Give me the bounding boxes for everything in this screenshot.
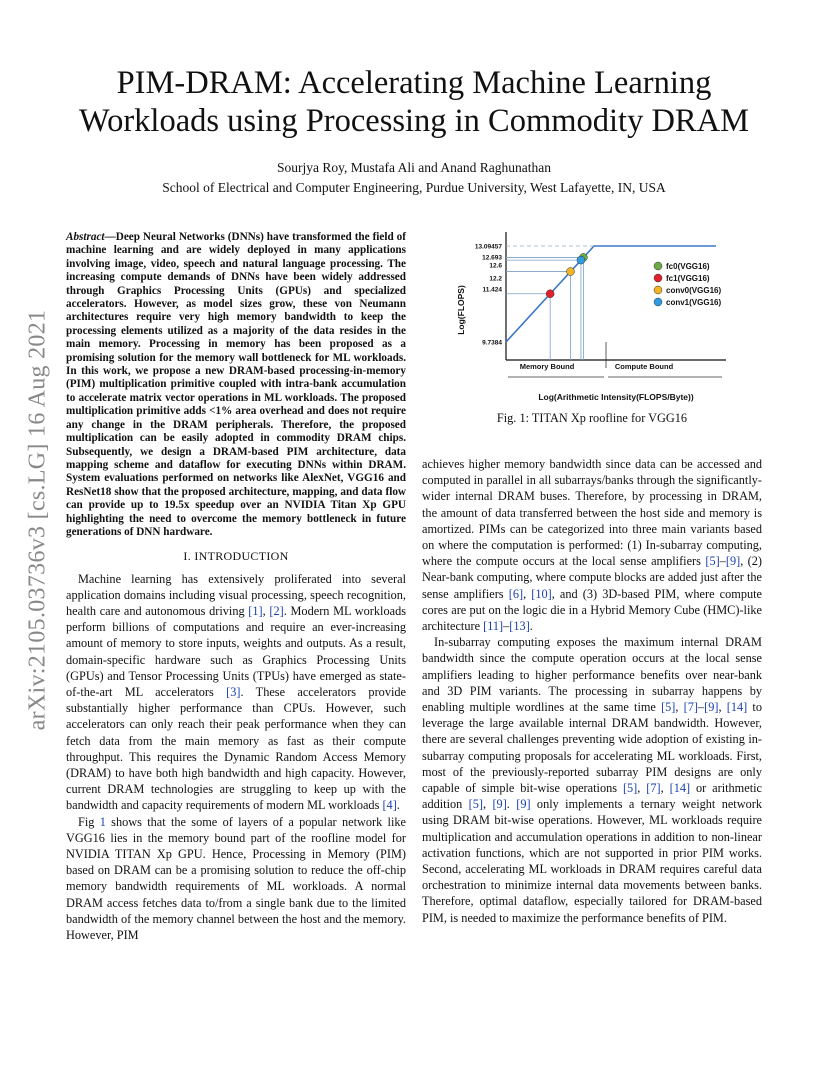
legend-marker (654, 274, 662, 282)
title-line-1: PIM-DRAM: Accelerating Machine Learning (116, 65, 712, 101)
citation-link[interactable]: [3] (226, 684, 241, 699)
citation-link[interactable]: [4] (382, 798, 397, 813)
citation-link[interactable]: [14] (726, 700, 748, 715)
figure-caption: Fig. 1: TITAN Xp roofline for VGG16 (496, 411, 688, 425)
figure-reference-link[interactable]: 1 (99, 814, 106, 829)
right-column (422, 456, 762, 926)
citation-link[interactable]: [5] (468, 797, 484, 812)
intro-paragraph-1: Machine learning has extensively proliferated into several application domains including visual processing, speech recognition, health care and autonomous driving [1], [2]. Modern ML workloads perform billions of computations and require an ever-increasing amount of memory to store inputs, weights and outputs. As a result, domain-specific hardware such as Graphics Processing Units (GPUs) and Tensor Processing Units (TPUs) have emerged as state-of-the-art ML accelerators [3]. These accelerators provide substantially higher performance than CPUs. However, such accelerators can only reach their peak performance when they can fetch data from the main memory as fast as their compute throughput. This requires the Dynamic Random Access Memory (DRAM) to have both high bandwidth and high capacity. However, current DRAM technologies are struggling to keep up with the bandwidth and capacity requirements of modern ML workloads [4]. (66, 571, 407, 813)
citation-link[interactable]: [6] (508, 586, 524, 601)
roofline-chart (454, 232, 754, 408)
data-point (546, 290, 554, 298)
abstract-label: Abstract (66, 231, 105, 243)
intro-paragraph-3: achieves higher memory bandwidth since data can be accessed and computed in parallel in all subarrays/banks through the significantly-wider internal DRAM buses. Therefore, by processing in DRAM, the amount of data transferred between the host side and memory is amortized. PIMs can be categorized into three main variants based on where the computation is performed: (1) In-subarray computing, where the compute occurs at the local sense amplifiers [5]–[9], (2) Near-bank computing, where compute blocks are added just after the sense amplifiers [6], [10], and (3) 3D-based PIM, where compute cores are put on the logic die in a Hybrid Memory Cube (HMC)-like architecture [11]–[13]. (422, 457, 763, 634)
legend-entry: fc0(VGG16) (666, 262, 710, 271)
x-axis-label: Log(Arithmetic Intensity(FLOPS/Byte)) (538, 392, 694, 402)
y-tick-label: 11.424 (482, 286, 502, 294)
paper-title (40, 64, 788, 140)
legend-entry: conv0(VGG16) (666, 286, 722, 295)
y-tick-label: 12.2 (489, 275, 502, 283)
data-point (577, 256, 585, 264)
citation-link[interactable]: [9] (704, 700, 719, 715)
citation-link[interactable]: [5] (622, 781, 638, 796)
compute-bound-label: Compute Bound (614, 362, 674, 371)
intro-paragraph-4: In-subarray computing exposes the maximum internal DRAM bandwidth since the compute operation occurs at the local sense amplifiers leading to higher performance benefits over near-bank and 3D PIM variants. The processing in subarray happens by enabling multiple wordlines at the same time [5], [7]–[9], [14] to leverage the large available internal DRAM bandwidth. However, there are several challenges preventing wide adoption of existing in-subarray computing proposals for accelerating ML workloads. First, most of the previously-reported subarray PIM designs are only capable of simple bit-wise operations [5], [7], [14] or arithmetic addition [5], [9]. [9] only implements a ternary weight network using DRAM bit-wise operations. However, ML workloads require multiplication and accumulation operations in addition to non-linear activation functions, which are not supported in prior PIM works. Second, accelerating ML workloads in DRAM requires careful data orchestration to minimize internal data movements between banks. Therefore, optimal dataflow, especially tailored for DRAM-based PIM, is needed to maximize the performance benefits of PIM. (422, 635, 762, 925)
y-axis-label: Log(FLOPS) (456, 285, 466, 335)
y-tick-label: 9.7384 (482, 339, 502, 347)
left-column (66, 231, 406, 943)
abstract (66, 231, 406, 539)
legend-marker (654, 298, 662, 306)
y-tick-label: 12.6 (489, 262, 502, 270)
citation-link[interactable]: [13] (509, 619, 530, 634)
citation-link[interactable]: [10] (531, 586, 552, 601)
memory-bound-label: Memory Bound (519, 362, 575, 371)
abstract-text: —Deep Neural Networks (DNNs) have transformed the field of machine learning and are widely deployed in many applications involving image, video, speech and natural language processing. The increasing compute demands of DNNs have been widely addressed through Graphics Processing Units (GPUs) and specialized accelerators. However, as model sizes grow, these von Neumann architectures require very high memory bandwidth to keep the processing elements utilized as a majority of the data resides in the main memory. Processing in memory has been proposed as a promising solution for the memory wall bottleneck for ML workloads. In this work, we propose a new DRAM-based processing-in-memory (PIM) multiplication primitive coupled with intra-bank accumulation to accelerate matrix vector operations in ML workloads. The proposed multiplication primitive adds <1% area overhead and does not require any change in the DRAM peripherals. Therefore, the proposed multiplication can be easily adopted in commodity DRAM chips. Subsequently, we design a DRAM-based PIM architecture, data mapping scheme and dataflow for executing DNNs within DRAM. System evaluations performed on networks like AlexNet, VGG16 and ResNet18 show that the proposed architecture, mapping, and data flow can provide up to 19.5x speedup over an NVIDIA Titan Xp GPU highlighting the need to overcome the memory bottleneck in future generations of DNN hardware. (66, 231, 406, 538)
legend-marker (654, 262, 662, 270)
citation-link[interactable]: [1] (248, 603, 263, 618)
citation-link[interactable]: [9] (725, 554, 741, 569)
legend-entry: conv1(VGG16) (666, 298, 722, 307)
title-line-2: Workloads using Processing in Commodity DRAM (79, 103, 749, 139)
y-tick-label: 12.693 (482, 254, 502, 262)
data-point (566, 268, 574, 276)
section-heading: I. INTRODUCTION (183, 549, 289, 564)
roofline-figure (454, 232, 754, 408)
author-list: Sourjya Roy, Mustafa Ali and Anand Raghunathan (277, 160, 551, 175)
citation-link[interactable]: [7] (646, 781, 661, 796)
citation-link[interactable]: [5] (661, 700, 676, 715)
legend-entry: fc1(VGG16) (666, 274, 710, 283)
citation-link[interactable]: [5] (705, 554, 720, 569)
citation-link[interactable]: [11] (483, 619, 504, 634)
arxiv-identifier-text: arXiv:2105.03736v3 [cs.LG] 16 Aug 2021 (24, 309, 51, 731)
citation-link[interactable]: [9] (516, 797, 531, 812)
citation-link[interactable]: [7] (683, 700, 698, 715)
citation-link[interactable]: [9] (492, 797, 507, 812)
intro-paragraph-2: Fig 1 shows that the some of layers of a popular network like VGG16 lies in the memory bound part of the roofline model for NVIDIA TITAN Xp GPU. Hence, Processing in Memory (PIM) based on DRAM can be a promising solution to reduce the off-chip memory bandwidth requirements of ML workloads. A normal DRAM access fetches data to/from a single bank due to the limited bandwidth of the memory channel between the host and the memory. However, PIM (66, 814, 406, 943)
citation-link[interactable]: [2] (269, 603, 284, 618)
arxiv-identifier (18, 280, 58, 760)
y-tick-label: 13.09457 (474, 243, 502, 251)
citation-link[interactable]: [14] (669, 781, 691, 796)
legend-marker (654, 286, 662, 294)
affiliation: School of Electrical and Computer Engineering, Purdue University, West Lafayette, IN, USA (162, 180, 666, 195)
